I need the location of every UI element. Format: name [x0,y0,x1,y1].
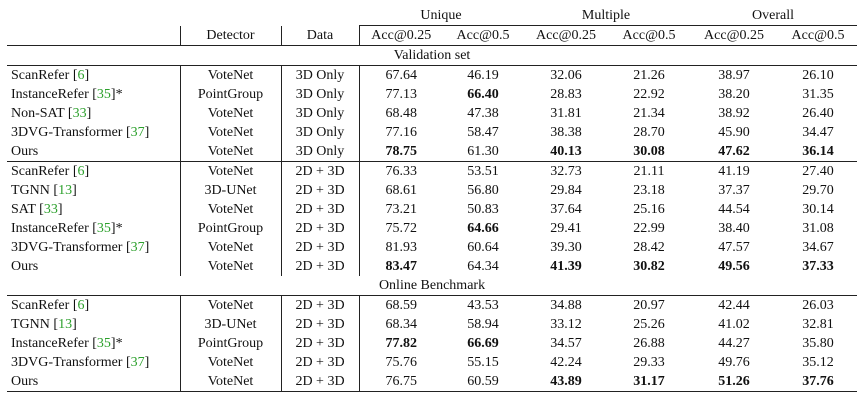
column-header-data: Data [281,26,359,46]
value-cell: 29.70 [802,183,834,198]
method-cell: ScanRefer [6] [7,66,180,86]
value-cell: 37.76 [779,372,857,392]
detector-cell: VoteNet [180,104,281,123]
value-cell: 29.41 [550,221,582,236]
detector-cell: VoteNet [180,66,281,86]
value-cell: 51.26 [689,372,779,392]
value-cell: 32.06 [523,66,609,86]
table-row [7,372,857,392]
value-cell: 37.64 [550,202,582,217]
table-row [7,238,857,257]
value-cell: 26.40 [802,106,834,121]
table-row [7,123,857,142]
method-name: Ours [11,259,39,274]
citation-link: 35 [96,221,111,236]
value-cell: 66.40 [467,87,499,102]
data-cell: 2D + 3D [281,162,359,182]
method-cell [7,142,180,162]
column-header-detector: Detector [180,26,281,46]
value-cell: 44.54 [718,202,750,217]
value-cell: 77.16 [385,125,417,140]
section-title-row [7,276,857,296]
value-cell: 67.64 [359,66,443,86]
column-header-acc: Acc@0.25 [359,26,443,46]
method-cell: Non-SAT [33] [7,104,180,123]
value-cell: 22.99 [633,221,665,236]
value-cell: 31.17 [609,372,689,392]
value-cell: 29.84 [550,183,582,198]
method-name: SAT [11,202,36,217]
table-row [7,315,857,334]
value-cell: 68.59 [359,296,443,316]
method-name: 3DVG-Transformer [11,240,123,255]
value-cell: 76.33 [359,162,443,182]
data-cell: 2D + 3D [281,372,359,392]
citation-link: 13 [58,317,73,332]
citation-link: 35 [96,87,111,102]
method-cell: 3DVG-Transformer [37] [7,353,180,372]
table-row [7,85,857,104]
value-cell: 38.97 [689,66,779,86]
value-cell: 68.61 [385,183,417,198]
method-cell: InstanceRefer [35]* [7,334,180,353]
value-cell: 73.21 [385,202,417,217]
value-cell: 25.16 [633,202,665,217]
value-cell: 43.89 [523,372,609,392]
value-cell: 34.88 [523,296,609,316]
table-row [7,181,857,200]
detector-cell: VoteNet [180,142,281,162]
method-cell [7,372,180,392]
table-row [7,353,857,372]
table-row [7,334,857,353]
value-cell: 21.26 [609,66,689,86]
table-row [7,296,857,316]
section-title: Online Benchmark [378,278,486,293]
table-body [7,6,857,392]
detector-cell: VoteNet [180,162,281,182]
value-cell: 78.75 [385,144,417,159]
data-cell: 2D + 3D [281,296,359,316]
detector-cell: PointGroup [180,219,281,238]
value-cell: 76.75 [359,372,443,392]
group-header-multiple: Multiple [523,6,689,26]
method-cell: 3DVG-Transformer [37] [7,238,180,257]
value-cell: 30.08 [633,144,665,159]
method-name: InstanceRefer [11,221,89,236]
data-cell: 2D + 3D [281,334,359,353]
value-cell: 64.34 [467,259,499,274]
value-cell: 44.27 [718,336,750,351]
value-cell: 38.20 [718,87,750,102]
data-cell: 2D + 3D [281,200,359,219]
group-header-unique: Unique [359,6,523,26]
method-name: InstanceRefer [11,87,89,102]
column-header-acc: Acc@0.5 [779,26,857,46]
detector-cell: VoteNet [180,238,281,257]
method-name: Non-SAT [11,106,65,121]
value-cell: 41.02 [718,317,750,332]
value-cell: 49.76 [718,355,750,370]
value-cell: 38.40 [718,221,750,236]
header-empty-cell [7,6,180,26]
value-cell: 29.33 [633,355,665,370]
results-table [7,6,857,392]
value-cell: 60.64 [467,240,499,255]
value-cell: 26.03 [779,296,857,316]
citation-link: 37 [130,125,145,140]
table-row [7,219,857,238]
value-cell: 36.14 [802,144,834,159]
value-cell: 27.40 [779,162,857,182]
value-cell: 37.37 [718,183,750,198]
value-cell: 37.33 [802,259,834,274]
data-cell: 2D + 3D [281,353,359,372]
value-cell: 55.15 [467,355,499,370]
column-header-acc: Acc@0.25 [689,26,779,46]
value-cell: 75.76 [385,355,417,370]
value-cell: 34.47 [802,125,834,140]
value-cell: 45.90 [718,125,750,140]
value-cell: 28.42 [633,240,665,255]
detector-cell: PointGroup [180,85,281,104]
detector-cell: PointGroup [180,334,281,353]
method-name: ScanRefer [11,164,70,179]
citation-link: 37 [130,355,145,370]
star-marker: * [115,221,123,236]
detector-cell: VoteNet [180,257,281,276]
method-name: 3DVG-Transformer [11,355,123,370]
value-cell: 42.44 [689,296,779,316]
value-cell: 35.80 [802,336,834,351]
section-title: Validation set [393,48,471,63]
citation-link: 6 [77,68,85,83]
value-cell: 41.39 [550,259,582,274]
value-cell: 26.10 [779,66,857,86]
method-cell: InstanceRefer [35]* [7,85,180,104]
detector-cell: VoteNet [180,353,281,372]
value-cell: 33.12 [550,317,582,332]
method-name: ScanRefer [11,68,70,83]
table-row [7,142,857,162]
data-cell: 2D + 3D [281,181,359,200]
value-cell: 53.51 [443,162,523,182]
value-cell: 56.80 [467,183,499,198]
method-name: Ours [11,374,39,389]
value-cell: 42.24 [550,355,582,370]
value-cell: 81.93 [385,240,417,255]
value-cell: 83.47 [385,259,417,274]
value-cell: 22.92 [633,87,665,102]
value-cell: 31.81 [550,106,582,121]
method-name: TGNN [11,317,50,332]
value-cell: 43.53 [443,296,523,316]
method-cell: InstanceRefer [35]* [7,219,180,238]
value-cell: 50.83 [467,202,499,217]
value-cell: 61.30 [467,144,499,159]
table-row [7,104,857,123]
value-cell: 21.34 [633,106,665,121]
value-cell: 32.81 [802,317,834,332]
data-cell: 3D Only [281,85,359,104]
method-cell [7,257,180,276]
value-cell: 20.97 [609,296,689,316]
value-cell: 68.34 [385,317,417,332]
data-cell: 2D + 3D [281,257,359,276]
value-cell: 35.12 [802,355,834,370]
value-cell: 26.88 [633,336,665,351]
method-cell: ScanRefer [6] [7,296,180,316]
value-cell: 34.67 [802,240,834,255]
header-empty-cell [281,6,359,26]
header-empty-cell [180,6,281,26]
detector-cell: VoteNet [180,123,281,142]
detector-cell: VoteNet [180,200,281,219]
value-cell: 21.11 [609,162,689,182]
table-row [7,66,857,86]
table-row [7,200,857,219]
data-cell: 2D + 3D [281,219,359,238]
value-cell: 23.18 [633,183,665,198]
data-cell: 3D Only [281,142,359,162]
value-cell: 32.73 [523,162,609,182]
method-cell: SAT [33] [7,200,180,219]
method-cell: TGNN [13] [7,181,180,200]
data-cell: 2D + 3D [281,315,359,334]
value-cell: 77.82 [385,336,417,351]
value-cell: 47.57 [718,240,750,255]
value-cell: 25.26 [633,317,665,332]
table-row [7,257,857,276]
value-cell: 77.13 [385,87,417,102]
value-cell: 28.70 [633,125,665,140]
detector-cell: VoteNet [180,372,281,392]
star-marker: * [115,87,123,102]
citation-link: 6 [77,298,85,313]
data-cell: 2D + 3D [281,238,359,257]
citation-link: 13 [58,183,73,198]
value-cell: 68.48 [385,106,417,121]
method-cell: ScanRefer [6] [7,162,180,182]
method-cell: 3DVG-Transformer [37] [7,123,180,142]
detector-cell: 3D-UNet [180,181,281,200]
column-header-acc: Acc@0.5 [609,26,689,46]
method-cell: TGNN [13] [7,315,180,334]
value-cell: 28.83 [550,87,582,102]
value-cell: 31.35 [802,87,834,102]
value-cell: 40.13 [550,144,582,159]
method-name: ScanRefer [11,298,70,313]
header-column-row [7,26,857,46]
method-name: InstanceRefer [11,336,89,351]
table-row [7,162,857,182]
detector-cell: 3D-UNet [180,315,281,334]
column-header-acc: Acc@0.5 [443,26,523,46]
method-name: 3DVG-Transformer [11,125,123,140]
method-name: Ours [11,144,39,159]
group-header-overall: Overall [689,6,857,26]
data-cell: 3D Only [281,123,359,142]
header-method-cell [7,26,180,46]
citation-link: 37 [130,240,145,255]
method-name: TGNN [11,183,50,198]
detector-cell: VoteNet [180,296,281,316]
value-cell: 38.92 [718,106,750,121]
section-title-row [7,46,857,66]
data-cell: 3D Only [281,66,359,86]
value-cell: 46.19 [443,66,523,86]
value-cell: 31.08 [802,221,834,236]
value-cell: 66.69 [467,336,499,351]
column-header-acc: Acc@0.25 [523,26,609,46]
citation-link: 33 [72,106,87,121]
star-marker: * [115,336,123,351]
value-cell: 47.62 [718,144,750,159]
value-cell: 49.56 [718,259,750,274]
value-cell: 34.57 [550,336,582,351]
value-cell: 60.59 [443,372,523,392]
value-cell: 64.66 [467,221,499,236]
value-cell: 58.94 [467,317,499,332]
value-cell: 38.38 [550,125,582,140]
value-cell: 39.30 [550,240,582,255]
value-cell: 30.82 [633,259,665,274]
value-cell: 30.14 [802,202,834,217]
value-cell: 58.47 [467,125,499,140]
header-group-row [7,6,857,26]
value-cell: 47.38 [467,106,499,121]
value-cell: 41.19 [689,162,779,182]
citation-link: 6 [77,164,85,179]
data-cell: 3D Only [281,104,359,123]
value-cell: 75.72 [385,221,417,236]
citation-link: 33 [43,202,58,217]
citation-link: 35 [96,336,111,351]
